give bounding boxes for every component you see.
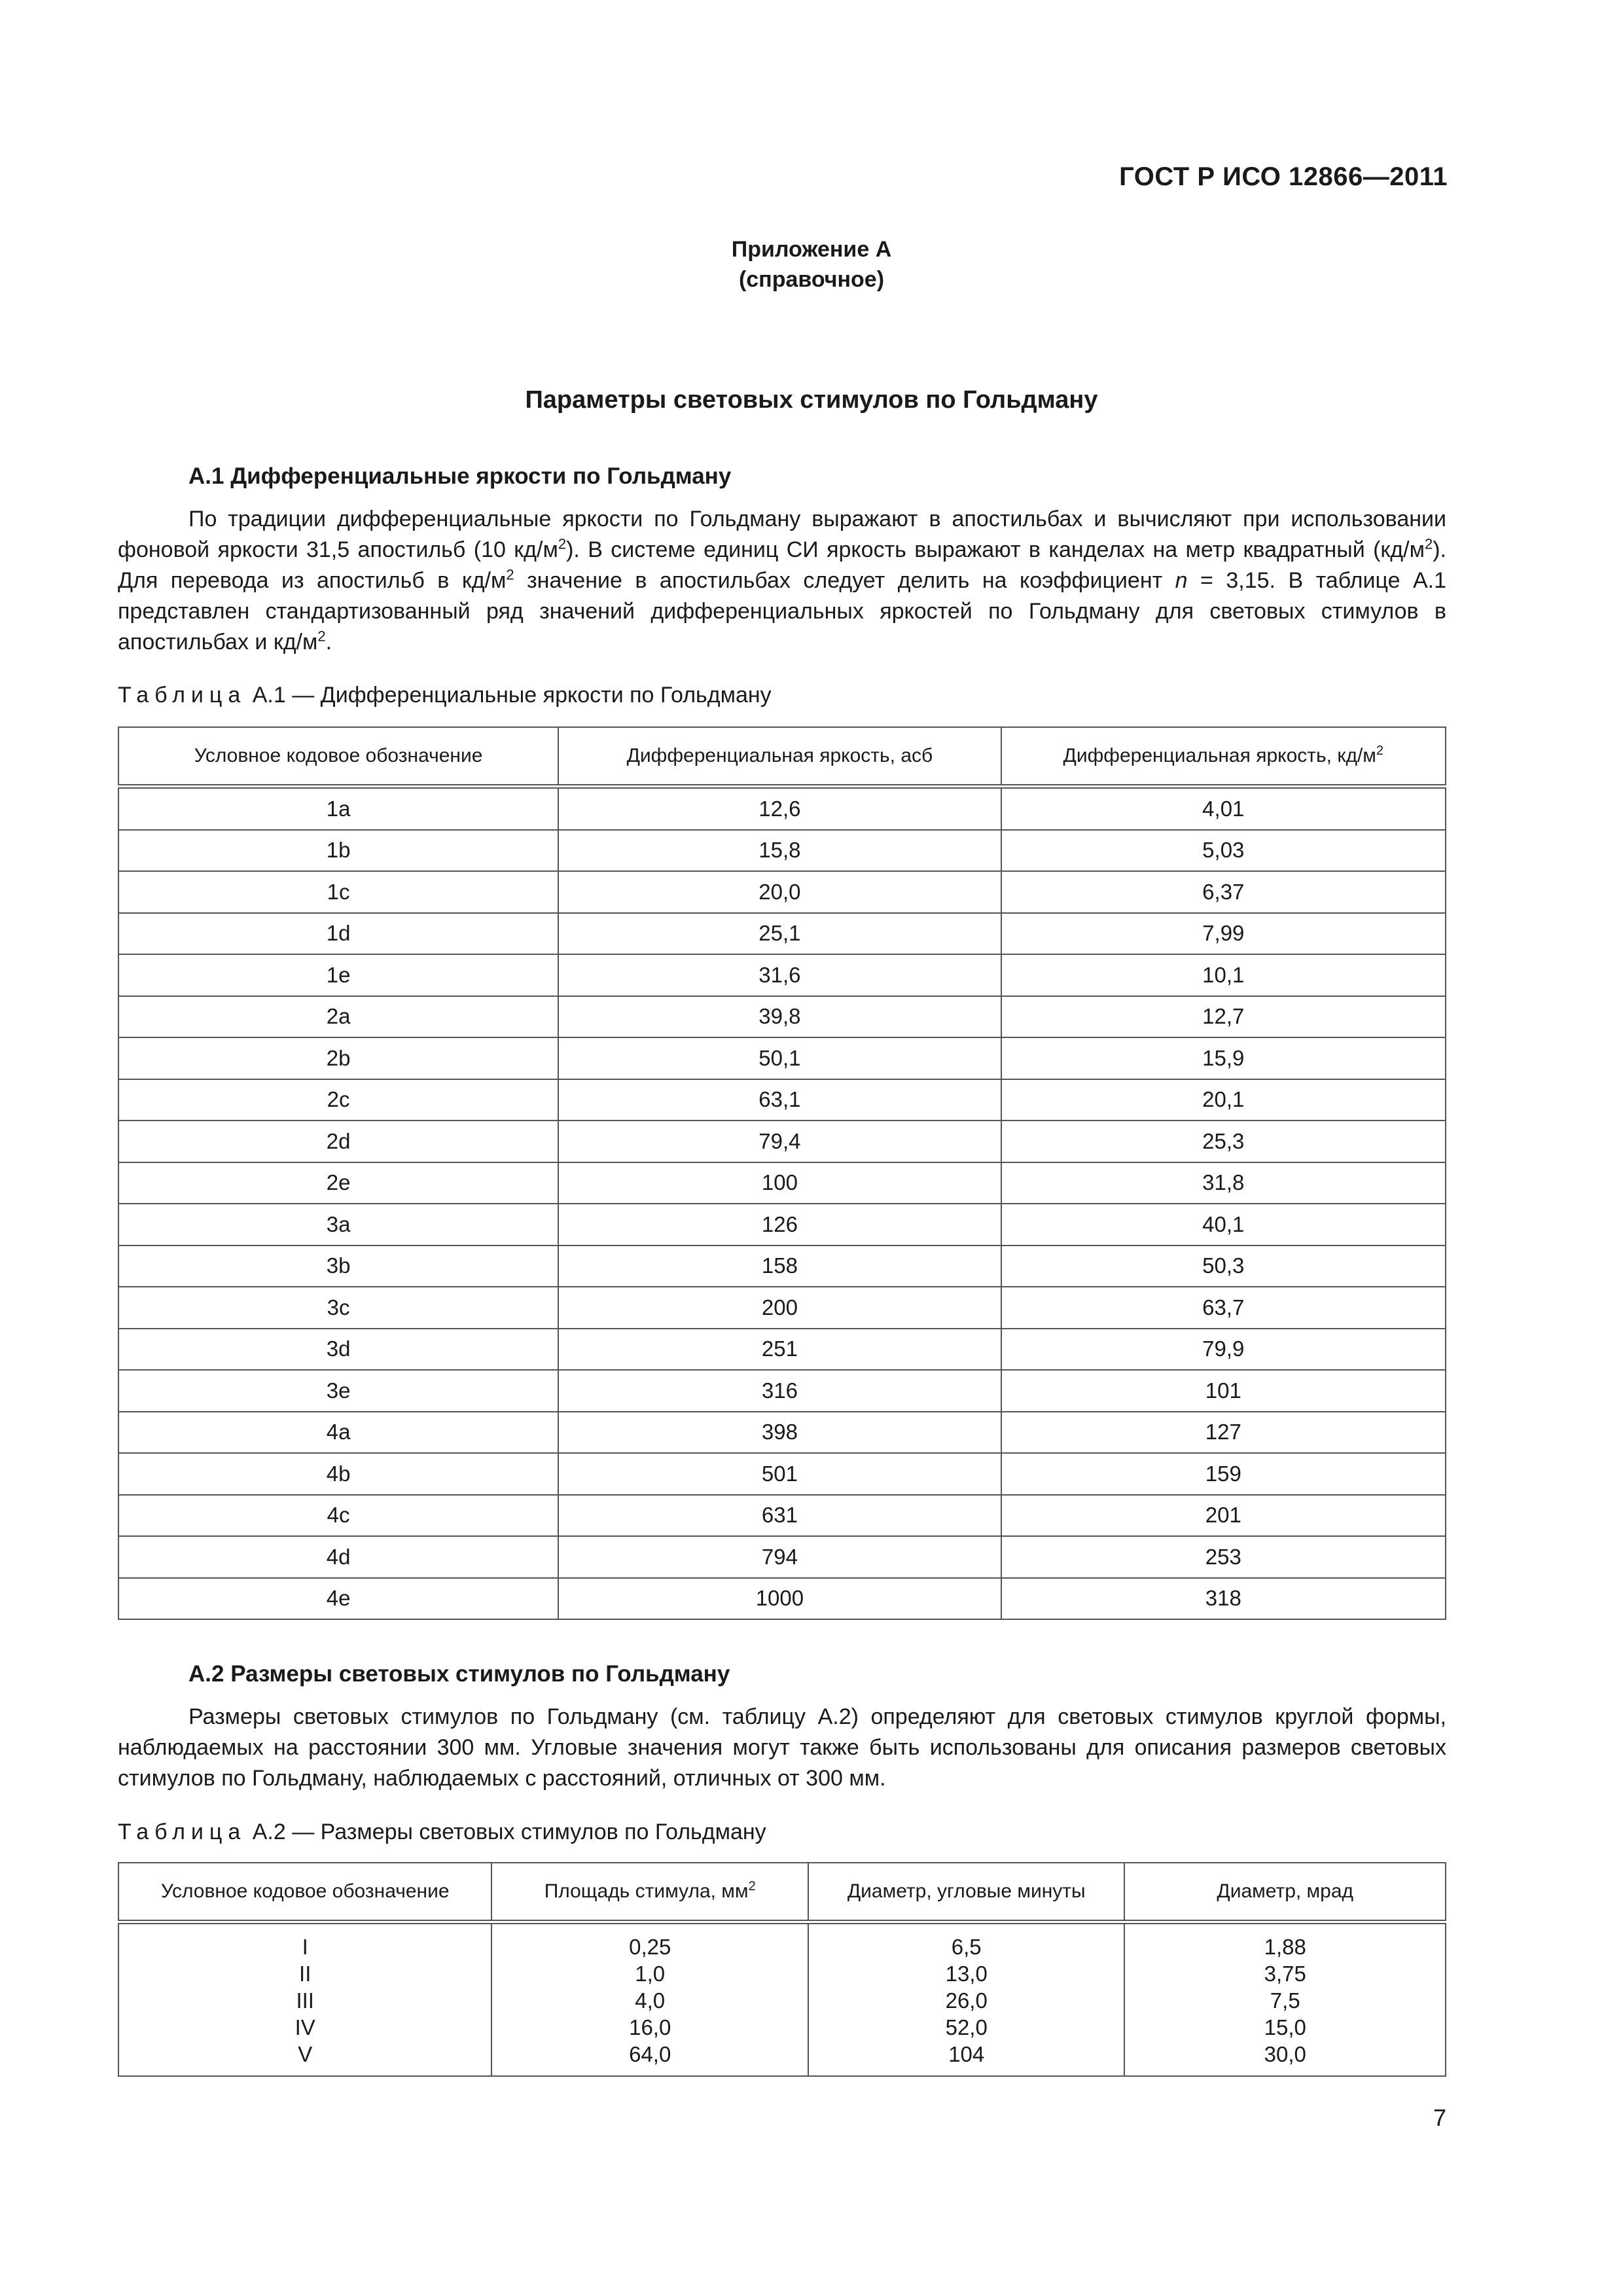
table-row	[118, 1079, 1446, 1121]
table-cell: 50,3	[1001, 1246, 1446, 1287]
table-cell: 4e	[118, 1578, 558, 1620]
table-row	[118, 913, 1446, 955]
table-cell: 25,3	[1001, 1121, 1446, 1162]
section-a1-heading: А.1 Дифференциальные яркости по Гольдману	[188, 463, 732, 489]
table-cell-value: 1,88	[1264, 1935, 1306, 1959]
table-cell-value: 26,0	[945, 1988, 988, 2013]
table-cell: 631	[558, 1495, 1001, 1537]
table-row	[118, 1162, 1446, 1204]
table-cell: 2a	[118, 996, 558, 1038]
table-cell: 2d	[118, 1121, 558, 1162]
table-cell: 50,1	[558, 1037, 1001, 1079]
section-a1-paragraph: По традиции дифференциальные яркости по Гольдману выражают в апостильбах и вычисляют при использовании фоновой яркости 31,5 апостильб (10 $кд/м^2$). В системе единиц СИ яркость выражают в канделах на метр квадратный $(кд/м^2)$. Для перевода из апостильб в $кд/м^2$ значение в апостильбах следует делить на коэффициент n = 3,15. В таблице А.1 представлен стандартизованный ряд значений дифференциальных яркостей по Гольдману для световых стимулов в апостильбах и $кд/м^2$.	[118, 507, 1447, 655]
table-a2-mrad-column	[1124, 1922, 1446, 2077]
table-cell-value: 7,5	[1270, 1988, 1300, 2013]
table-cell: 12,6	[558, 787, 1001, 830]
table-cell-value: 1,0	[635, 1962, 666, 1986]
annex-type: (справочное)	[738, 267, 885, 292]
table-cell: 3e	[118, 1370, 558, 1412]
table-cell: 40,1	[1001, 1204, 1446, 1246]
table-a2-col-arcmin: Диаметр, угловые минуты	[808, 1863, 1125, 1922]
table-a2-code-column	[118, 1922, 491, 2077]
page-number: 7	[1433, 2104, 1446, 2131]
table-row	[118, 1412, 1446, 1454]
table-cell: 101	[1001, 1370, 1446, 1412]
table-cell: 15,8	[558, 830, 1001, 872]
table-cell: 31,8	[1001, 1162, 1446, 1204]
table-cell: 794	[558, 1536, 1001, 1578]
table-row	[118, 871, 1446, 913]
table-row	[118, 1329, 1446, 1371]
table-row	[118, 1246, 1446, 1287]
table-cell: 1a	[118, 787, 558, 830]
table-a2-body-row	[118, 1922, 1446, 2077]
table-cell: 4d	[118, 1536, 558, 1578]
table-cell: 316	[558, 1370, 1001, 1412]
table-a2	[118, 1862, 1446, 2077]
section-a2-heading: А.2 Размеры световых стимулов по Гольдману	[188, 1661, 730, 1687]
table-cell: 4a	[118, 1412, 558, 1454]
table-a2-header-row	[118, 1863, 1446, 1922]
table-cell: 398	[558, 1412, 1001, 1454]
table-cell: 25,1	[558, 913, 1001, 955]
table-cell: 501	[558, 1453, 1001, 1495]
section-a2-paragraph: Размеры световых стимулов по Гольдману (см. таблицу А.2) определяют для световых стимулов круглой формы, наблюдаемых на расстоянии 300 мм. Угловые значения могут также быть использованы для описания размеров световых стимулов по Гольдману, наблюдаемых с расстояний, отличных от 300 мм.	[118, 1704, 1446, 1791]
table-cell: 318	[1001, 1578, 1446, 1620]
table-row	[118, 1370, 1446, 1412]
annex-title: Приложение А	[731, 237, 892, 262]
table-cell: 1e	[118, 954, 558, 996]
table-cell-value: 6,5	[951, 1935, 982, 1959]
table-cell: 200	[558, 1287, 1001, 1329]
table-row	[118, 1037, 1446, 1079]
table-cell: 2e	[118, 1162, 558, 1204]
table-cell: 63,7	[1001, 1287, 1446, 1329]
annex-heading	[0, 234, 1623, 295]
table-cell: 4,01	[1001, 787, 1446, 830]
table-cell: 3a	[118, 1204, 558, 1246]
table-cell: 2b	[118, 1037, 558, 1079]
table-row	[118, 1287, 1446, 1329]
table-a2-col-mrad: Диаметр, мрад	[1124, 1863, 1446, 1922]
table-row	[118, 1495, 1446, 1537]
table-a2-caption: Таблица А.2 — Размеры световых стимулов по Гольдману	[118, 1820, 766, 1844]
table-row	[118, 1121, 1446, 1162]
table-row	[118, 1453, 1446, 1495]
table-row	[118, 1204, 1446, 1246]
table-cell: 15,9	[1001, 1037, 1446, 1079]
standard-code: ГОСТ Р ИСО 12866—2011	[1119, 162, 1448, 191]
table-cell-value: I	[302, 1935, 308, 1959]
table-cell: 4c	[118, 1495, 558, 1537]
table-row	[118, 1578, 1446, 1620]
table-row	[118, 996, 1446, 1038]
table-cell: 10,1	[1001, 954, 1446, 996]
table-a1-caption: Таблица А.1 — Дифференциальные яркости по Гольдману	[118, 683, 772, 708]
table-cell: 201	[1001, 1495, 1446, 1537]
table-cell: 5,03	[1001, 830, 1446, 872]
table-cell-value: 3,75	[1264, 1962, 1306, 1986]
table-cell: 20,1	[1001, 1079, 1446, 1121]
table-a1-col-code: Условное кодовое обозначение	[118, 727, 558, 787]
table-cell-value: III	[296, 1988, 314, 2013]
table-cell-value: 30,0	[1264, 2042, 1306, 2066]
table-a1-header-row	[118, 727, 1446, 787]
table-a2-col-area: Площадь стимула, $мм^2$	[491, 1863, 808, 1922]
table-a2-arcmin-column	[808, 1922, 1125, 2077]
table-row	[118, 787, 1446, 830]
table-row	[118, 954, 1446, 996]
table-cell: 79,9	[1001, 1329, 1446, 1371]
table-cell: 39,8	[558, 996, 1001, 1038]
table-a1-col-asb: Дифференциальная яркость, асб	[558, 727, 1001, 787]
table-a2-col-code: Условное кодовое обозначение	[118, 1863, 491, 1922]
table-cell: 4b	[118, 1453, 558, 1495]
table-cell: 3d	[118, 1329, 558, 1371]
table-row	[118, 1536, 1446, 1578]
table-cell-value: 13,0	[945, 1962, 988, 1986]
table-cell: 253	[1001, 1536, 1446, 1578]
table-cell-value: IV	[294, 2015, 315, 2039]
table-cell: 1c	[118, 871, 558, 913]
table-cell: 126	[558, 1204, 1001, 1246]
table-cell: 251	[558, 1329, 1001, 1371]
table-cell: 127	[1001, 1412, 1446, 1454]
table-cell: 158	[558, 1246, 1001, 1287]
table-a2-area-column	[491, 1922, 808, 2077]
table-cell-value: 52,0	[945, 2015, 988, 2039]
table-cell: 159	[1001, 1453, 1446, 1495]
table-a1	[118, 726, 1446, 1620]
table-cell: 31,6	[558, 954, 1001, 996]
table-cell: 20,0	[558, 871, 1001, 913]
table-cell-value: II	[299, 1962, 312, 1986]
table-cell: 1d	[118, 913, 558, 955]
table-cell: 12,7	[1001, 996, 1446, 1038]
table-cell: 2c	[118, 1079, 558, 1121]
table-cell: 3c	[118, 1287, 558, 1329]
table-cell-value: 4,0	[635, 1988, 666, 2013]
table-cell: 6,37	[1001, 871, 1446, 913]
main-title: Параметры световых стимулов по Гольдману	[525, 386, 1098, 414]
table-cell-value: 15,0	[1264, 2015, 1306, 2039]
table-cell: 7,99	[1001, 913, 1446, 955]
table-cell-value: V	[298, 2042, 313, 2066]
table-cell-value: 64,0	[629, 2042, 671, 2066]
table-cell: 1000	[558, 1578, 1001, 1620]
table-cell: 1b	[118, 830, 558, 872]
table-cell-value: 16,0	[629, 2015, 671, 2039]
table-cell-value: 0,25	[629, 1935, 671, 1959]
table-a1-col-cdm2: Дифференциальная яркость, $кд/м^2$	[1001, 727, 1446, 787]
table-cell: 3b	[118, 1246, 558, 1287]
table-cell: 100	[558, 1162, 1001, 1204]
table-row	[118, 830, 1446, 872]
table-cell: 63,1	[558, 1079, 1001, 1121]
table-cell-value: 104	[948, 2042, 985, 2066]
table-cell: 79,4	[558, 1121, 1001, 1162]
